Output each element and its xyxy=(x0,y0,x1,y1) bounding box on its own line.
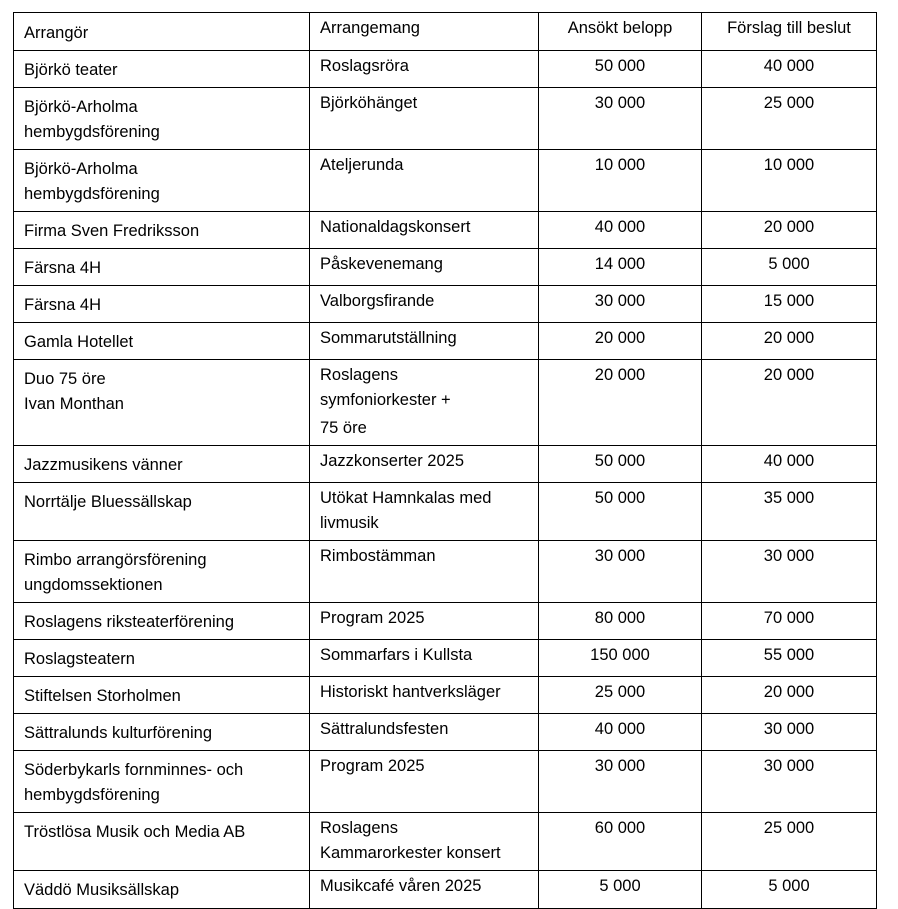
cell-forslag-till-beslut-text: 55 000 xyxy=(763,646,815,664)
cell-forslag-till-beslut-text: 70 000 xyxy=(763,609,815,627)
cell-arrangemang xyxy=(310,751,539,813)
cell-arrangemang-line: Roslagsröra xyxy=(320,57,409,75)
cell-forslag-till-beslut xyxy=(702,446,877,483)
table-row xyxy=(14,640,877,677)
cell-ansokt-belopp xyxy=(539,677,702,714)
cell-arrangor-text xyxy=(14,714,309,750)
cell-arrangor-line: Ivan Monthan xyxy=(24,395,124,413)
cell-arrangemang-line: Nationaldagskonsert xyxy=(320,218,471,236)
cell-arrangemang-text xyxy=(310,813,538,870)
cell-ansokt-belopp xyxy=(539,813,702,871)
cell-ansokt-belopp-text: 25 000 xyxy=(594,683,646,701)
cell-forslag-till-beslut-text: 40 000 xyxy=(763,452,815,470)
cell-forslag-till-beslut-text: 20 000 xyxy=(763,218,815,236)
cell-forslag-till-beslut-text: 20 000 xyxy=(763,366,815,384)
cell-ansokt-belopp xyxy=(539,88,702,150)
cell-ansokt-belopp-text: 50 000 xyxy=(594,452,646,470)
cell-ansokt-belopp xyxy=(539,640,702,677)
cell-ansokt-belopp xyxy=(539,286,702,323)
cell-arrangemang xyxy=(310,541,539,603)
cell-arrangor-line: Gamla Hotellet xyxy=(24,333,134,351)
cell-ansokt-belopp xyxy=(539,603,702,640)
cell-arrangemang-text xyxy=(310,446,538,478)
cell-forslag-till-beslut xyxy=(702,88,877,150)
table-row xyxy=(14,51,877,88)
cell-arrangemang-line: symfoniorkester + xyxy=(320,391,451,409)
cell-forslag-till-beslut-text: 20 000 xyxy=(763,683,815,701)
cell-arrangor xyxy=(14,714,310,751)
cell-forslag-till-beslut xyxy=(702,360,877,446)
cell-forslag-till-beslut xyxy=(702,323,877,360)
cell-arrangor-text xyxy=(14,212,309,248)
cell-forslag-till-beslut-text: 5 000 xyxy=(768,255,810,273)
cell-arrangemang xyxy=(310,871,539,909)
cell-arrangor-text xyxy=(14,150,309,211)
header-forslag-label: Förslag till beslut xyxy=(727,19,851,37)
cell-ansokt-belopp-text: 50 000 xyxy=(594,489,646,507)
cell-arrangor xyxy=(14,360,310,446)
cell-ansokt-belopp xyxy=(539,150,702,212)
table-row xyxy=(14,813,877,871)
cell-arrangor xyxy=(14,51,310,88)
cell-ansokt-belopp-text: 30 000 xyxy=(594,94,646,112)
cell-forslag-till-beslut xyxy=(702,286,877,323)
table-row xyxy=(14,88,877,150)
cell-forslag-till-beslut xyxy=(702,212,877,249)
cell-forslag-till-beslut-text: 25 000 xyxy=(763,819,815,837)
cell-forslag-till-beslut-text: 35 000 xyxy=(763,489,815,507)
cell-arrangor-line: Färsna 4H xyxy=(24,296,102,314)
cell-arrangor-line: Björkö-Arholma xyxy=(24,160,138,178)
cell-ansokt-belopp-text: 40 000 xyxy=(594,720,646,738)
cell-arrangor-line: Norrtälje Bluessällskap xyxy=(24,493,192,511)
cell-arrangor xyxy=(14,249,310,286)
cell-ansokt-belopp xyxy=(539,249,702,286)
cell-ansokt-belopp-text: 20 000 xyxy=(594,366,646,384)
cell-arrangemang xyxy=(310,286,539,323)
cell-arrangemang-line: 75 öre xyxy=(320,419,367,437)
table-row xyxy=(14,751,877,813)
cell-forslag-till-beslut-text: 5 000 xyxy=(768,877,810,895)
cell-ansokt-belopp xyxy=(539,212,702,249)
table-row xyxy=(14,150,877,212)
header-arrangor-label: Arrangör xyxy=(24,24,89,42)
cell-arrangor-text xyxy=(14,640,309,676)
cell-arrangor-line: Tröstlösa Musik och Media AB xyxy=(24,823,246,841)
cell-forslag-till-beslut-text: 15 000 xyxy=(763,292,815,310)
cell-arrangor-text xyxy=(14,249,309,285)
cell-arrangemang-text xyxy=(310,249,538,281)
cell-forslag-till-beslut xyxy=(702,483,877,541)
table-row xyxy=(14,360,877,446)
cell-forslag-till-beslut-text: 20 000 xyxy=(763,329,815,347)
cell-arrangor-line: Duo 75 öre xyxy=(24,370,106,388)
cell-arrangor-text xyxy=(14,446,309,482)
cell-arrangor-text xyxy=(14,483,309,519)
cell-arrangemang-text xyxy=(310,603,538,635)
cell-arrangemang xyxy=(310,813,539,871)
table-header-row xyxy=(14,13,877,51)
cell-arrangemang-line: Valborgsfirande xyxy=(320,292,435,310)
cell-arrangor-line: Roslagens riksteaterförening xyxy=(24,613,235,631)
cell-ansokt-belopp-text: 20 000 xyxy=(594,329,646,347)
cell-arrangor xyxy=(14,751,310,813)
cell-arrangemang-line: Rimbostämman xyxy=(320,547,436,565)
cell-ansokt-belopp xyxy=(539,751,702,813)
cell-arrangor xyxy=(14,603,310,640)
cell-forslag-till-beslut-text: 30 000 xyxy=(763,547,815,565)
cell-ansokt-belopp xyxy=(539,323,702,360)
cell-ansokt-belopp xyxy=(539,714,702,751)
cell-arrangor xyxy=(14,323,310,360)
cell-arrangemang xyxy=(310,714,539,751)
cell-arrangor-line: hembygdsförening xyxy=(24,786,160,804)
cell-arrangemang-line: Sättralundsfesten xyxy=(320,720,449,738)
table-row xyxy=(14,714,877,751)
cell-forslag-till-beslut-text: 40 000 xyxy=(763,57,815,75)
table-row xyxy=(14,871,877,909)
header-ansokt-label: Ansökt belopp xyxy=(567,19,673,37)
cell-arrangemang xyxy=(310,677,539,714)
cell-arrangor-text xyxy=(14,323,309,359)
cell-arrangor xyxy=(14,813,310,871)
cell-forslag-till-beslut xyxy=(702,813,877,871)
cell-arrangor xyxy=(14,88,310,150)
table-row xyxy=(14,323,877,360)
cell-forslag-till-beslut-text: 30 000 xyxy=(763,720,815,738)
cell-arrangemang-line: Historiskt hantverksläger xyxy=(320,683,501,701)
cell-ansokt-belopp-text: 60 000 xyxy=(594,819,646,837)
cell-arrangor-line: Väddö Musiksällskap xyxy=(24,881,179,899)
cell-arrangemang xyxy=(310,249,539,286)
cell-arrangemang xyxy=(310,603,539,640)
cell-arrangemang-line: livmusik xyxy=(320,514,379,532)
cell-arrangor-text xyxy=(14,286,309,322)
cell-arrangemang-text xyxy=(310,640,538,672)
cell-ansokt-belopp xyxy=(539,51,702,88)
table-row xyxy=(14,603,877,640)
cell-arrangemang-line: Program 2025 xyxy=(320,757,425,775)
cell-arrangemang xyxy=(310,88,539,150)
cell-arrangemang-text xyxy=(310,212,538,244)
header-forslag-till-beslut xyxy=(702,13,877,51)
cell-forslag-till-beslut-text: 30 000 xyxy=(763,757,815,775)
cell-arrangor-line: ungdomssektionen xyxy=(24,576,163,594)
cell-arrangor xyxy=(14,640,310,677)
table-row xyxy=(14,483,877,541)
cell-arrangemang-line: Program 2025 xyxy=(320,609,425,627)
cell-arrangemang xyxy=(310,212,539,249)
cell-arrangemang-line: Jazzkonserter 2025 xyxy=(320,452,464,470)
cell-arrangemang-line: Björköhänget xyxy=(320,94,418,112)
header-arrangor xyxy=(14,13,310,51)
cell-ansokt-belopp-text: 30 000 xyxy=(594,757,646,775)
cell-ansokt-belopp-text: 5 000 xyxy=(599,877,641,895)
cell-arrangor-line: Jazzmusikens vänner xyxy=(24,456,183,474)
cell-forslag-till-beslut xyxy=(702,150,877,212)
cell-arrangemang-text xyxy=(310,714,538,746)
cell-arrangor xyxy=(14,483,310,541)
cell-arrangemang-text xyxy=(310,323,538,355)
cell-arrangemang-line: Utökat Hamnkalas med xyxy=(320,489,492,507)
cell-arrangemang-line: Musikcafé våren 2025 xyxy=(320,877,482,895)
cell-arrangemang-line: Påskevenemang xyxy=(320,255,443,273)
cell-arrangemang-text xyxy=(310,88,538,120)
table-row xyxy=(14,212,877,249)
cell-arrangor-line: Firma Sven Fredriksson xyxy=(24,222,200,240)
cell-arrangor-line: Färsna 4H xyxy=(24,259,102,277)
cell-arrangor xyxy=(14,446,310,483)
cell-forslag-till-beslut xyxy=(702,751,877,813)
cell-arrangor-line: Söderbykarls fornminnes- och xyxy=(24,761,244,779)
cell-forslag-till-beslut xyxy=(702,714,877,751)
cell-forslag-till-beslut xyxy=(702,677,877,714)
cell-arrangemang xyxy=(310,640,539,677)
cell-ansokt-belopp-text: 80 000 xyxy=(594,609,646,627)
cell-arrangemang-line: Kammarorkester konsert xyxy=(320,844,501,862)
cell-ansokt-belopp-text: 30 000 xyxy=(594,292,646,310)
cell-arrangor-text xyxy=(14,677,309,713)
cell-arrangemang-text xyxy=(310,871,538,903)
cell-arrangemang xyxy=(310,360,539,446)
cell-arrangor-text xyxy=(14,871,309,907)
cell-arrangemang-text xyxy=(310,150,538,182)
header-arrangemang-label: Arrangemang xyxy=(320,19,420,37)
cell-forslag-till-beslut-text: 25 000 xyxy=(763,94,815,112)
cell-arrangemang-text xyxy=(310,360,538,445)
cell-arrangor-text xyxy=(14,360,309,421)
cell-ansokt-belopp xyxy=(539,446,702,483)
cell-ansokt-belopp xyxy=(539,483,702,541)
cell-arrangor-text xyxy=(14,51,309,87)
cell-arrangor-text xyxy=(14,813,309,849)
cell-arrangor-line: hembygdsförening xyxy=(24,123,160,141)
cell-arrangemang-text xyxy=(310,677,538,709)
cell-ansokt-belopp-text: 30 000 xyxy=(594,547,646,565)
cell-arrangor xyxy=(14,150,310,212)
cell-arrangor xyxy=(14,286,310,323)
cell-arrangor-text xyxy=(14,88,309,149)
table-row xyxy=(14,541,877,603)
cell-arrangemang xyxy=(310,323,539,360)
cell-arrangor-line: Björkö-Arholma xyxy=(24,98,138,116)
cell-arrangor-text xyxy=(14,603,309,639)
cell-arrangor-text xyxy=(14,541,309,602)
cell-arrangemang-text xyxy=(310,541,538,573)
cell-arrangor xyxy=(14,541,310,603)
cell-arrangor-line: Roslagsteatern xyxy=(24,650,135,668)
cell-arrangor xyxy=(14,871,310,909)
cell-arrangemang-text xyxy=(310,751,538,783)
cell-forslag-till-beslut xyxy=(702,871,877,909)
cell-arrangemang-line: Sommarfars i Kullsta xyxy=(320,646,473,664)
cell-arrangor-text xyxy=(14,751,309,812)
cell-forslag-till-beslut-text: 10 000 xyxy=(763,156,815,174)
cell-ansokt-belopp xyxy=(539,871,702,909)
table-row xyxy=(14,446,877,483)
cell-ansokt-belopp-text: 50 000 xyxy=(594,57,646,75)
cell-arrangemang-text xyxy=(310,51,538,83)
table-row xyxy=(14,286,877,323)
cell-arrangor xyxy=(14,212,310,249)
cell-ansokt-belopp xyxy=(539,541,702,603)
header-ansokt-belopp xyxy=(539,13,702,51)
cell-forslag-till-beslut xyxy=(702,249,877,286)
cell-arrangor-line: Sättralunds kulturförening xyxy=(24,724,213,742)
cell-ansokt-belopp-text: 150 000 xyxy=(590,646,650,664)
cell-arrangemang-text xyxy=(310,483,538,540)
cell-arrangemang-line: Ateljerunda xyxy=(320,156,404,174)
cell-arrangemang xyxy=(310,51,539,88)
cell-arrangor-line: Björkö teater xyxy=(24,61,118,79)
cell-forslag-till-beslut xyxy=(702,51,877,88)
cell-arrangemang-line: Roslagens xyxy=(320,366,398,384)
cell-arrangor-line: hembygdsförening xyxy=(24,185,160,203)
cell-forslag-till-beslut xyxy=(702,603,877,640)
cell-arrangemang-text xyxy=(310,286,538,318)
cell-ansokt-belopp-text: 40 000 xyxy=(594,218,646,236)
cell-arrangor xyxy=(14,677,310,714)
grant-table xyxy=(13,12,877,909)
cell-arrangor-line: Stiftelsen Storholmen xyxy=(24,687,181,705)
cell-forslag-till-beslut xyxy=(702,541,877,603)
cell-arrangor-line: Rimbo arrangörsförening xyxy=(24,551,207,569)
table-row xyxy=(14,249,877,286)
cell-arrangemang-line: Roslagens xyxy=(320,819,398,837)
header-arrangemang xyxy=(310,13,539,51)
cell-forslag-till-beslut xyxy=(702,640,877,677)
cell-arrangemang xyxy=(310,150,539,212)
cell-ansokt-belopp xyxy=(539,360,702,446)
cell-arrangemang xyxy=(310,446,539,483)
table-row xyxy=(14,677,877,714)
cell-arrangemang-line: Sommarutställning xyxy=(320,329,457,347)
cell-ansokt-belopp-text: 10 000 xyxy=(594,156,646,174)
cell-arrangemang xyxy=(310,483,539,541)
cell-ansokt-belopp-text: 14 000 xyxy=(594,255,646,273)
